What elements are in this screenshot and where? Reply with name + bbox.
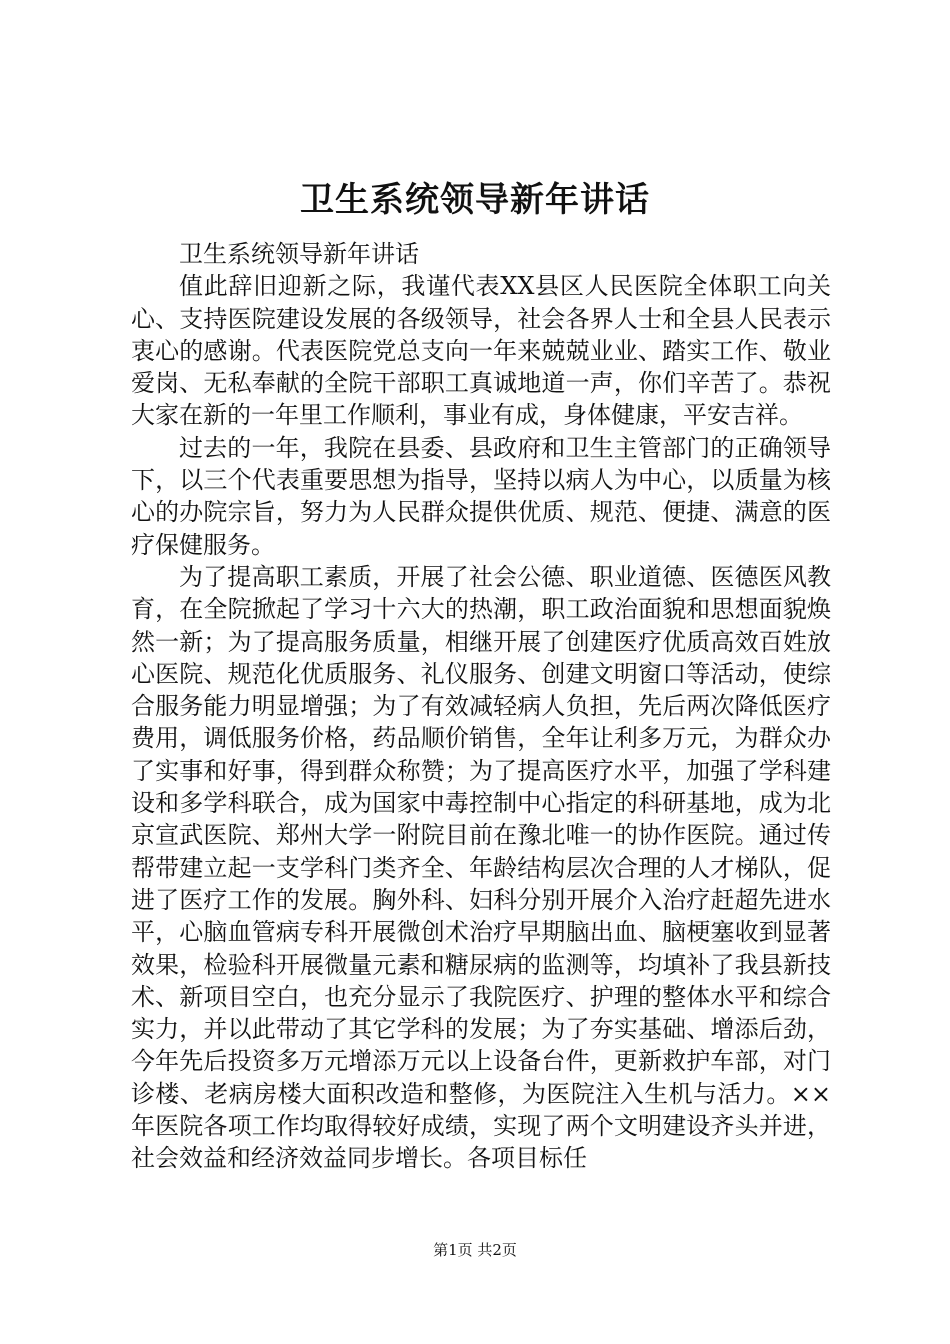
page-number: 第1页 共2页 [433,1241,517,1259]
paragraph-greeting: 值此辞旧迎新之际，我谨代表XX县区人民医院全体职工向关心、支持医院建设发展的各级领导，社会各界人士和全县人民表示衷心的感谢。代表医院党总支向一年来兢兢业业、踏实工作、敬业爱岗、无私奉献的全院干部职工真诚地道一声，你们辛苦了。恭祝大家在新的一年里工作顺利，事业有成，身体健康，平安吉祥。 [131,272,831,430]
document-title: 卫生系统领导新年讲话 [300,180,650,220]
paragraph-achievements: 为了提高职工素质，开展了社会公德、职业道德、医德医风教育，在全院掀起了学习十六大的热潮，职工政治面貌和思想面貌焕然一新；为了提高服务质量，相继开展了创建医疗优质高效百姓放心医院、规范化优质服务、礼仪服务、创建文明窗口等活动，使综合服务能力明显增强；为了有效减轻病人负担，先后两次降低医疗费用，调低服务价格，药品顺价销售，全年让利多万元，为群众办了实事和好事，得到群众称赞；为了提高医疗水平，加强了学科建设和多学科联合，成为国家中毒控制中心指定的科研基地，成为北京宣武医院、郑州大学一附院目前在豫北唯一的协作医院。通过传帮带建立起一支学科门类齐全、年龄结构层次合理的人才梯队，促进了医疗工作的发展。胸外科、妇科分别开展介入治疗赶超先进水平，心脑血管病专科开展微创术治疗早期脑出血、脑梗塞收到显著效果，检验科开展微量元素和糖尿病的监测等，均填补了我县新技术、新项目空白，也充分显示了我院医疗、护理的整体水平和综合实力，并以此带动了其它学科的发展；为了夯实基础、增添后劲，今年先后投资多万元增添万元以上设备台件，更新救护车部，对门诊楼、老病房楼大面积改造和整修，为医院注入生机与活力。××年医院各项工作均取得较好成绩，实现了两个文明建设齐头并进，社会效益和经济效益同步增长。各项目标任 [131,562,831,1173]
paragraph-past-year: 过去的一年，我院在县委、县政府和卫生主管部门的正确领导下，以三个代表重要思想为指导，坚持以病人为中心，以质量为核心的办院宗旨，努力为人民群众提供优质、规范、便捷、满意的医疗保健服务。 [131,433,831,559]
paragraph-subtitle: 卫生系统领导新年讲话 [179,240,419,268]
document-body [131,238,831,1175]
